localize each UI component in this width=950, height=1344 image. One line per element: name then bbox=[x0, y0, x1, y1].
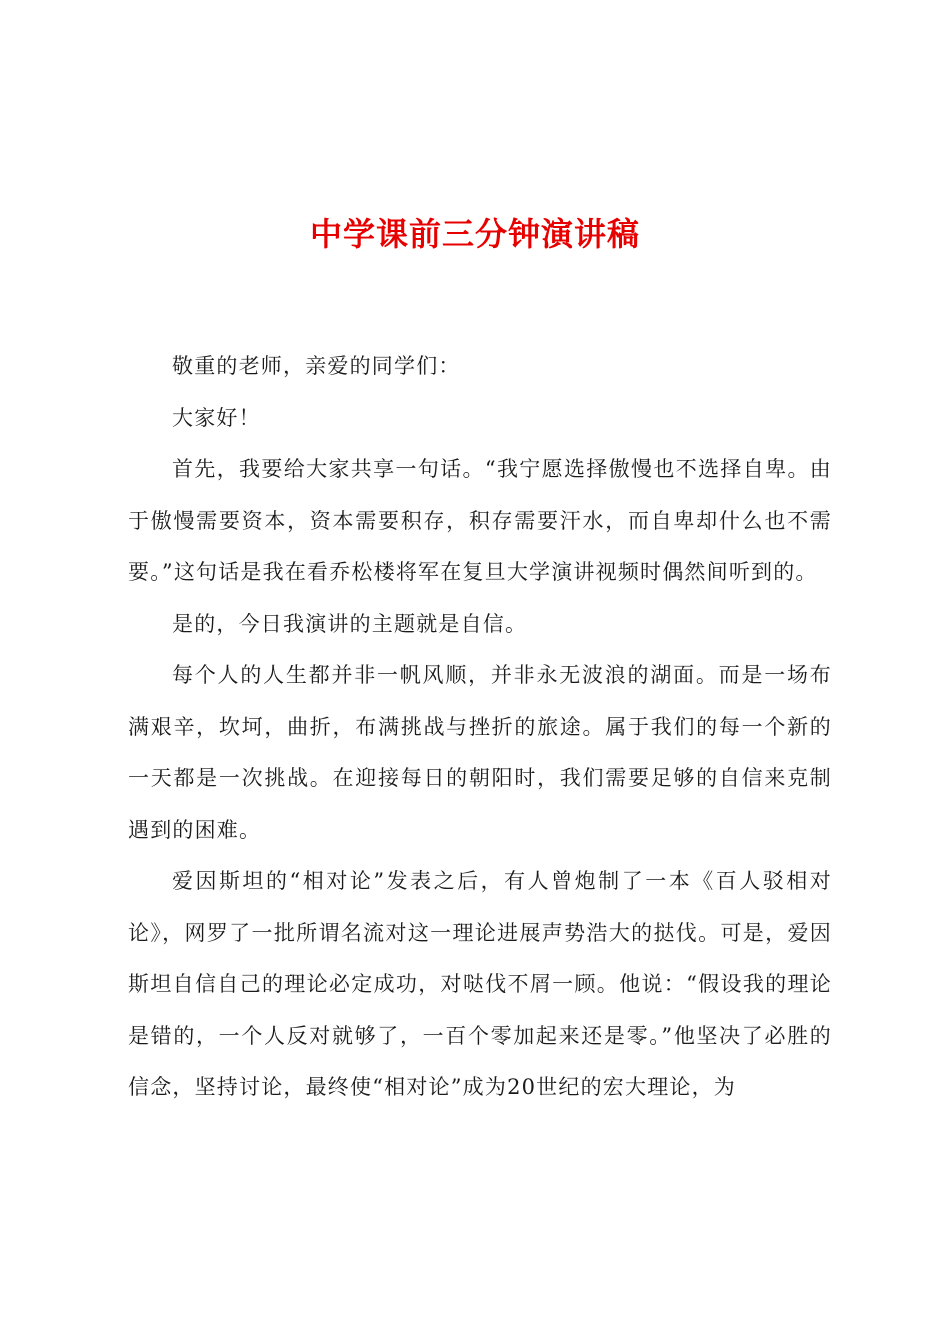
paragraph-life: 每个人的人生都并非一帆风顺，并非永无波浪的湖面。而是一场布满艰辛，坎坷，曲折，布满挑战与挫折的旅途。属于我们的每一个新的一天都是一次挑战。在迎接每日的朝阳时，我们需要足够的自信来克制遇到的困难。 bbox=[128, 663, 832, 842]
paragraph-quote: 首先，我要给大家共享一句话。“我宁愿选择傲慢也不选择自卑。由于傲慢需要资本，资本需要积存，积存需要汗水，而自卑却什么也不需要。”这句话是我在看乔松楼将军在复旦大学演讲视频时偶然间听到的。 bbox=[128, 457, 832, 584]
paragraph-greeting: 敬重的老师，亲爱的同学们： bbox=[172, 354, 461, 378]
paragraph-hello: 大家好！ bbox=[172, 405, 261, 430]
paragraph-theme: 是的，今日我演讲的主题就是自信。 bbox=[172, 611, 528, 636]
document-title: 中学课前三分钟演讲稿 bbox=[309, 215, 640, 253]
paragraph-einstein: 爱因斯坦的“相对论”发表之后，有人曾炮制了一本《百人驳相对论》，网罗了一批所谓名流对这一理论进展声势浩大的挞伐。可是，爱因斯坦自信自己的理论必定成功，对哒伐不屑一顾。他说：“假设我的理论是错的，一个人反对就够了，一百个零加起来还是零。”他坚决了必胜的信念，坚持讨论，最终使“相对论”成为20世纪的宏大理论，为 bbox=[128, 869, 832, 1099]
document-body bbox=[128, 341, 832, 1114]
